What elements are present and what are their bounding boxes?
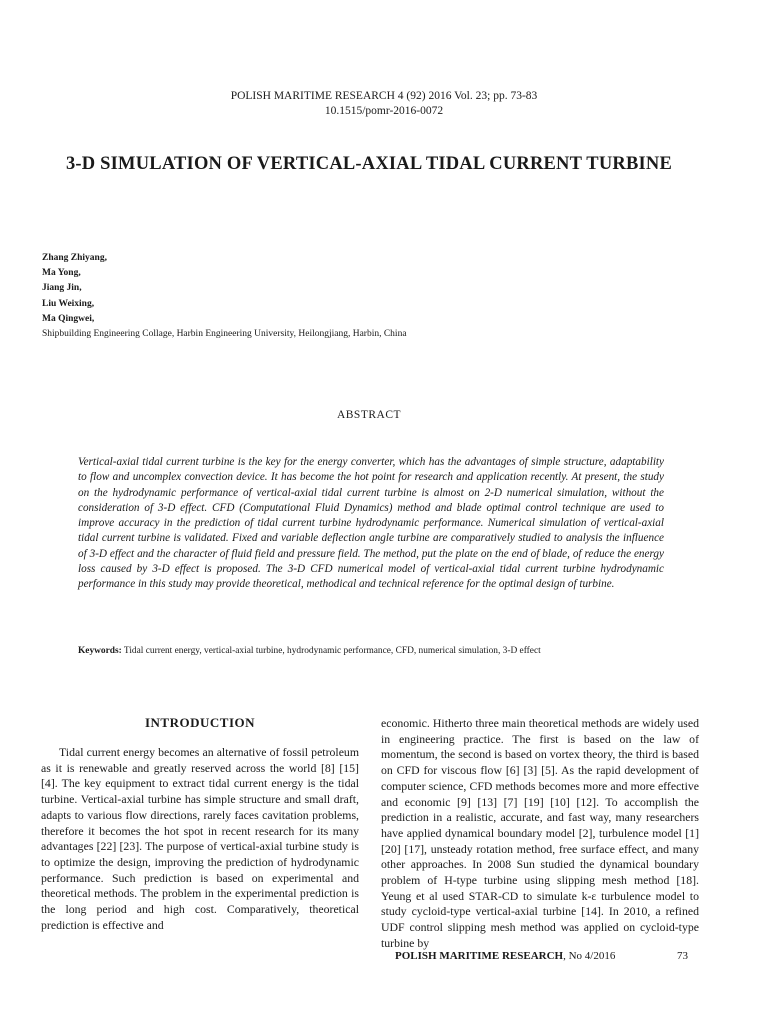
abstract-heading: ABSTRACT: [336, 409, 402, 421]
author: Liu Weixing,: [42, 298, 95, 309]
author: Zhang Zhiyang,: [42, 253, 107, 263]
author-block: [42, 251, 407, 342]
page-number: 73: [677, 950, 688, 962]
abstract-text: Vertical-axial tidal current turbine is the key for the energy converter, which has the advantages of simple structure, adaptability to flow and uncomplex convection device. It has become the hot point for research and application recently. At present, the study on the hydrodynamic performance of vertical-axial tidal current turbine is almost on 2-D numerical simulation, without the consideration of 3-D effect. CFD (Computational Fluid Dynamics) method and blade optimal control technique are used to improve accuracy in the prediction of tidal current turbine hydrodynamic performance. Numerical simulation of vertical-axial tidal current turbine is validated. Fixed and variable deflection angle turbine are comparatively studied to analysis the influence of 3-D effect and the character of fluid field and pressure field. The method, put the plate on the end of blade, of reduce the energy loss caused by 3-D effect is proposed. The 3-D CFD numerical model of vertical-axial tidal current turbine hydrodynamic performance in this study may provide theoretical, methodical and technical reference for the optimal design of turbine.: [78, 456, 664, 591]
author: Ma Yong,: [42, 268, 81, 279]
section-heading: INTRODUCTION: [144, 715, 255, 730]
doi: 10.1515/pomr-2016-0072: [324, 105, 444, 117]
author: Ma Qingwei,: [42, 313, 95, 324]
journal-citation: POLISH MARITIME RESEARCH 4 (92) 2016 Vol. 23; pp. 73-83: [230, 90, 538, 102]
footer-issue: , No 4/2016: [563, 950, 616, 962]
journal-header: [0, 89, 768, 119]
body-paragraph: economic. Hitherto three main theoretical methods are widely used in engineering practice. The first is based on the law of momentum, the second is based on vortex theory, the third is based on CFD for viscous flow [6] [3] [5]. As the rapid development of computer science, CFD methods becomes more and more effective and economic [9] [13] [7] [19] [10] [12]. To accomplish the prediction in a realistic, accurate, and fast way, many researchers have applied dynamical boundary model [2], turbulence model [1] [20] [17], unsteady rotation method, free surface effect, and many other approaches. In 2008 Sun studied the dynamical boundary problem of H-type turbine using slipping mesh method [18]. Yeung et al used STAR-CD to simulate k-ε turbulence model to study cycloid-type vertical-axial turbine [14]. In 2010, a refined UDF control slipping mesh method was applied on cycloid-type turbine by: [381, 716, 699, 950]
affiliation: Shipbuilding Engineering Collage, Harbin Engineering University, Heilongjiang, Harbin, China: [42, 329, 407, 340]
author: Jiang Jin,: [42, 283, 82, 294]
footer-journal: POLISH MARITIME RESEARCH: [395, 950, 564, 962]
keywords: [78, 645, 698, 658]
keywords-label: Keywords:: [78, 646, 122, 656]
body-paragraph: Tidal current energy becomes an alternative of fossil petroleum as it is renewable and greatly reserved across the world [8] [15] [4]. The key equipment to extract tidal current energy is the tidal turbine. Vertical-axial turbine has simple structure and small draft, adapts to various flow directions, rarely faces cavitation problems, therefore it becomes the hot spot in recent research for its many advantages [22] [23]. The purpose of vertical-axial turbine study is to optimize the design, improving the prediction of hydrodynamic performance. Such prediction is based on experimental and theoretical methods. The problem in the experimental prediction is the long period and high cost. Comparatively, theoretical prediction is effective and: [41, 745, 359, 932]
paper-title: 3-D SIMULATION OF VERTICAL-AXIAL TIDAL CURRENT TURBINE: [65, 154, 673, 174]
right-column: [381, 716, 699, 952]
keywords-text: Tidal current energy, vertical-axial turbine, hydrodynamic performance, CFD, numerical simulation, 3-D effect: [121, 646, 541, 656]
page-footer: [395, 950, 615, 962]
left-column: [41, 714, 359, 933]
